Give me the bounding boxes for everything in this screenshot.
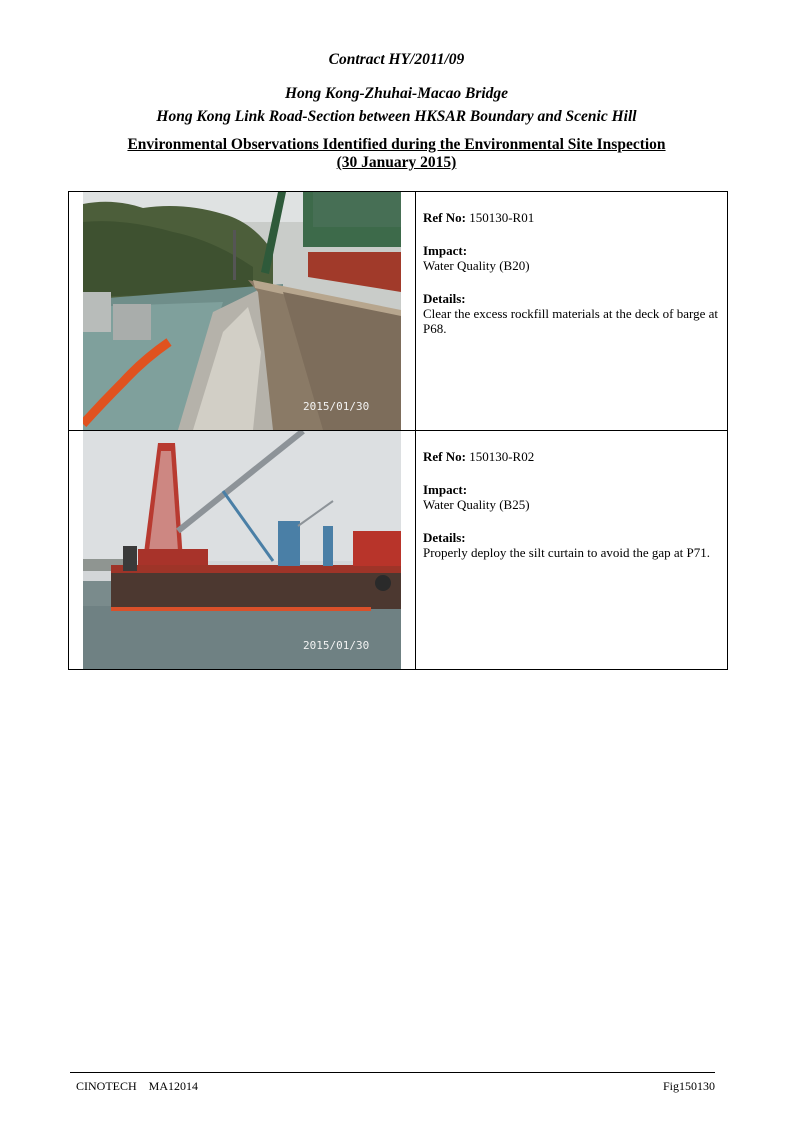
project-name: Hong Kong-Zhuhai-Macao Bridge bbox=[284, 85, 509, 102]
details-label: Details: bbox=[423, 530, 466, 545]
photo-date-stamp: 2015/01/30 bbox=[303, 639, 370, 652]
table-row bbox=[69, 192, 728, 431]
footer-doc-code: MA12014 bbox=[148, 1079, 199, 1093]
footer-company: CINOTECH bbox=[76, 1079, 137, 1093]
footer-divider bbox=[70, 1072, 715, 1073]
impact-label: Impact: bbox=[423, 482, 468, 497]
footer-figure-number: Fig150130 bbox=[662, 1079, 715, 1093]
details-text: Clear the excess rockfill materials at the deck of barge at P68. bbox=[423, 306, 719, 336]
project-section: Hong Kong Link Road-Section between HKSAR Boundary and Scenic Hill bbox=[156, 108, 637, 125]
ref-label: Ref No: bbox=[423, 449, 466, 464]
photo-cell bbox=[69, 192, 416, 431]
inspection-date: (30 January 2015) bbox=[336, 154, 457, 171]
photo-date-stamp: 2015/01/30 bbox=[303, 400, 370, 413]
footer-left bbox=[76, 1079, 198, 1094]
site-photo-silt-curtain bbox=[83, 431, 401, 669]
impact-value: Water Quality (B20) bbox=[423, 258, 530, 273]
photo-cell bbox=[69, 431, 416, 670]
details-text: Properly deploy the silt curtain to avoid the gap at P71. bbox=[423, 545, 711, 560]
observation-details-cell bbox=[416, 192, 728, 431]
site-photo-barge-rockfill bbox=[83, 192, 401, 430]
impact-label: Impact: bbox=[423, 243, 468, 258]
ref-number: 150130-R02 bbox=[469, 449, 535, 464]
ref-label: Ref No: bbox=[423, 210, 466, 225]
document-title: Environmental Observations Identified during the Environmental Site Inspection bbox=[127, 136, 666, 153]
observations-table bbox=[68, 191, 728, 670]
observation-details-cell bbox=[416, 431, 728, 670]
table-row bbox=[69, 431, 728, 670]
contract-number: Contract HY/2011/09 bbox=[328, 51, 465, 68]
impact-value: Water Quality (B25) bbox=[423, 497, 530, 512]
details-label: Details: bbox=[423, 291, 466, 306]
ref-number: 150130-R01 bbox=[469, 210, 535, 225]
